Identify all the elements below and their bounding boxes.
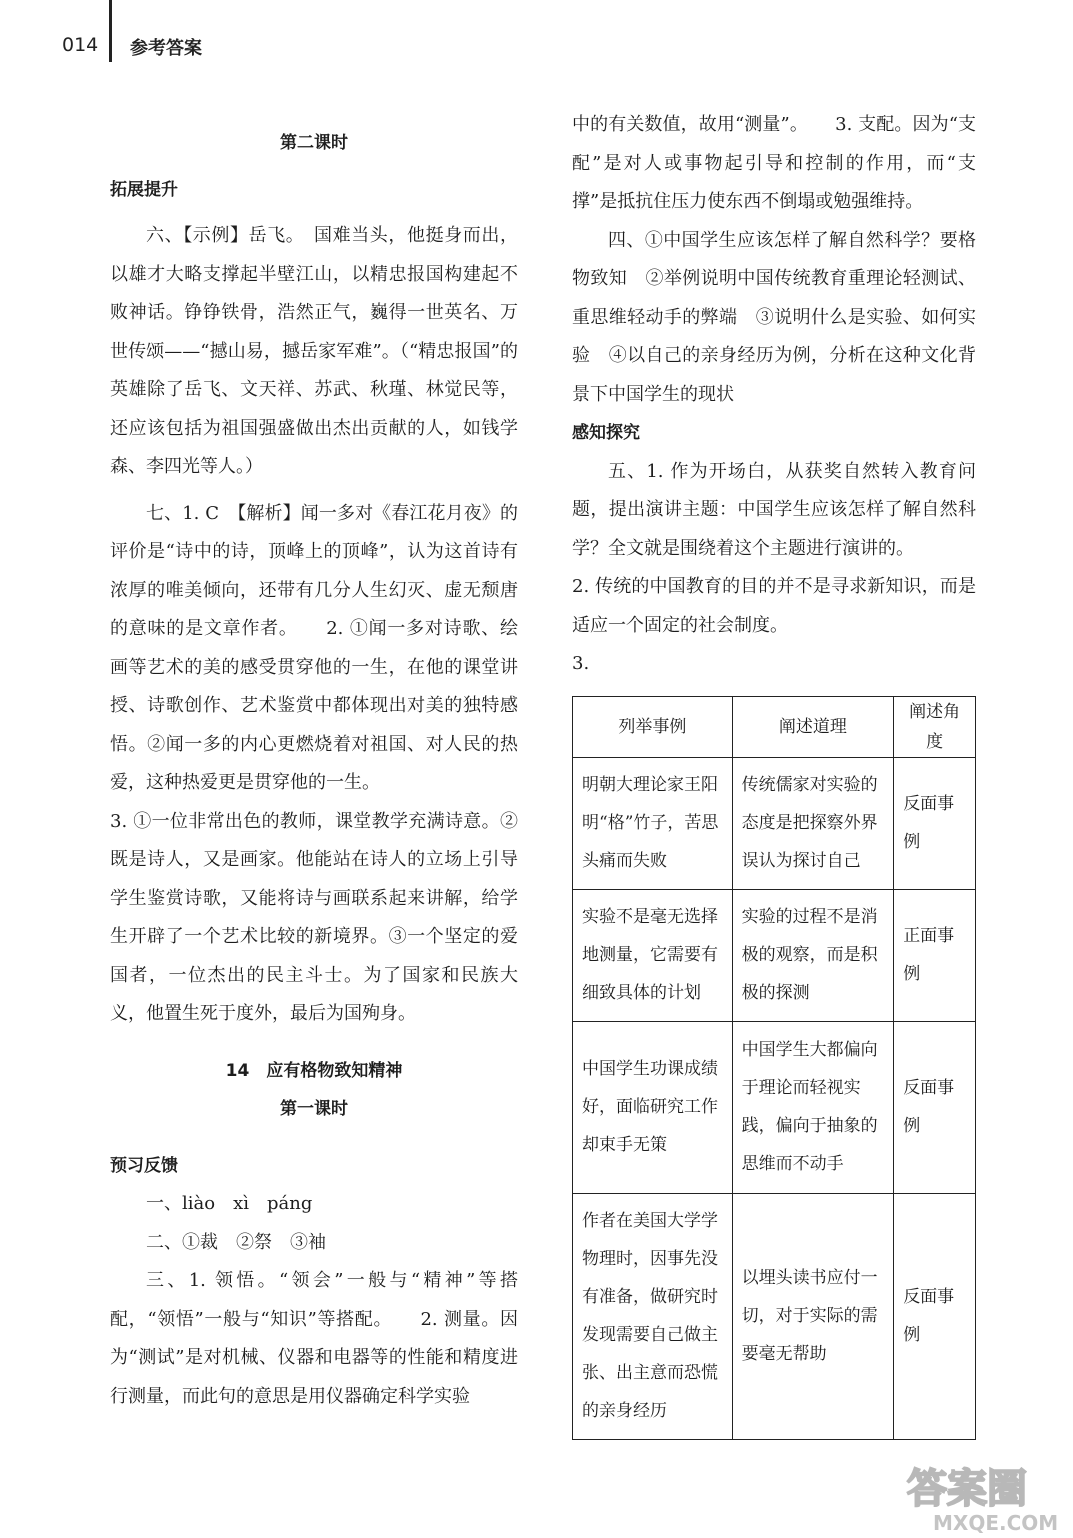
section-heading: 感知探究 bbox=[572, 423, 640, 443]
table-cell-angle: 反面事例 bbox=[894, 1021, 976, 1193]
watermark-text: 答案圈 bbox=[907, 1466, 1027, 1512]
answer-paragraph: 七、1. C 【解析】闻一多对《春江花月夜》的评价是“诗中的诗，顶峰上的顶峰”，认为这首诗有浓厚的唯美倾向，还带有几分人生幻灭、虚无颓唐的意味的是文章作者。 2. ①闻一多对诗歌、绘画等艺术的美的感受贯穿他的一生，在他的课堂讲授、诗歌创作、艺术鉴赏中都体现出对美的独特感悟。②闻一多的内心更燃烧着对祖国、对人民的热爱，这种热爱更是贯穿他的一生。 bbox=[110, 502, 518, 793]
header-divider bbox=[109, 0, 112, 62]
section-heading: 拓展提升 bbox=[110, 179, 178, 200]
table-cell-example: 作者在美国大学学物理时，因事先没有准备，做研究时发现需要自己做主张、出主意而恐慌的亲身经历 bbox=[573, 1193, 733, 1439]
table-row bbox=[573, 889, 976, 1021]
answer-paragraph: 一、liào xì páng bbox=[146, 1193, 313, 1214]
table-cell-angle: 反面事例 bbox=[894, 757, 976, 889]
answer-paragraph: 二、①裁 ②祭 ③袖 bbox=[146, 1231, 326, 1253]
table-cell-example: 中国学生功课成绩好，面临研究工作却束手无策 bbox=[573, 1021, 733, 1193]
table-cell-example: 实验不是毫无选择地测量，它需要有细致具体的计划 bbox=[573, 889, 733, 1021]
table-header-cell: 阐述角度 bbox=[894, 696, 976, 757]
lesson-title: 第二课时 bbox=[280, 133, 348, 153]
table-header-cell: 阐述道理 bbox=[732, 696, 894, 757]
table-header-row bbox=[573, 696, 976, 757]
table-row bbox=[573, 757, 976, 889]
table-cell-reason: 中国学生大都偏向于理论而轻视实践，偏向于抽象的思维而不动手 bbox=[732, 1021, 894, 1193]
table-cell-angle: 反面事例 bbox=[894, 1193, 976, 1439]
table-cell-angle: 正面事例 bbox=[894, 889, 976, 1021]
left-column bbox=[110, 124, 518, 1416]
answer-paragraph: 3. ①一位非常出色的教师，课堂教学充满诗意。②既是诗人，又是画家。他能站在诗人的立场上引导学生鉴赏诗歌，又能将诗与画联系起来讲解，给学生开辟了一个艺术比较的新境界。③一个坚定的爱国者，一位杰出的民主斗士。为了国家和民族大义，他置生死于度外，最后为国殉身。 bbox=[110, 810, 518, 1024]
section-heading: 预习反馈 bbox=[110, 1155, 178, 1176]
header-title: 参考答案 bbox=[130, 38, 202, 59]
answer-paragraph: 3. bbox=[572, 653, 590, 674]
chapter-title: 14 应有格物致知精神 bbox=[225, 1060, 403, 1081]
table-cell-reason: 传统儒家对实验的态度是把探察外界误认为探讨自己 bbox=[732, 757, 894, 889]
lesson-title: 第一课时 bbox=[280, 1099, 348, 1119]
right-column bbox=[572, 106, 976, 1440]
answer-paragraph: 2. 传统的中国教育的目的并不是寻求新知识，而是适应一个固定的社会制度。 bbox=[572, 576, 976, 636]
watermark-logo bbox=[905, 1458, 1065, 1534]
answer-paragraph: 六、【示例】岳飞。 国难当头，他挺身而出，以雄才大略支撑起半壁江山，以精忠报国构建起不败神话。铮铮铁骨，浩然正气，巍得一世英名、万世传颂——“撼山易，撼岳家军难”。（“精忠报国”的英雄除了岳飞、文天祥、苏武、秋瑾、林觉民等，还应该包括为祖国强盛做出杰出贡献的人，如钱学森、李四光等人。） bbox=[110, 225, 518, 477]
table-row bbox=[573, 1193, 976, 1439]
page-number: 014 bbox=[62, 34, 99, 56]
answer-paragraph: 三、1. 领悟。“领会”一般与“精神”等搭配，“领悟”一般与“知识”等搭配。 2. 测量。因为“测试”是对机械、仪器和电器等的性能和精度进行测量，而此句的意思是用仪器确定科学实验 bbox=[110, 1270, 518, 1407]
watermark-url: MXQE.COM bbox=[933, 1511, 1059, 1534]
table-cell-reason: 以埋头读书应付一切，对于实际的需要毫无帮助 bbox=[732, 1193, 894, 1439]
table-header-cell: 列举事例 bbox=[573, 696, 733, 757]
table-row bbox=[573, 1021, 976, 1193]
table-cell-example: 明朝大理论家王阳明“格”竹子，苦思头痛而失败 bbox=[573, 757, 733, 889]
watermark-graphic bbox=[905, 1458, 1065, 1534]
answer-paragraph: 五、1. 作为开场白，从获奖自然转入教育问题，提出演讲主题：中国学生应该怎样了解自然科学？全文就是围绕着这个主题进行演讲的。 bbox=[572, 460, 976, 559]
answer-paragraph: 四、①中国学生应该怎样了解自然科学？要格物致知 ②举例说明中国传统教育重理论轻测试、重思维轻动手的弊端 ③说明什么是实验、如何实验 ④以自己的亲身经历为例，分析在这种文化背景下中国学生的现状 bbox=[572, 229, 976, 405]
answer-table bbox=[572, 696, 976, 1440]
table-cell-reason: 实验的过程不是消极的观察，而是积极的探测 bbox=[732, 889, 894, 1021]
answer-paragraph: 中的有关数值，故用“测量”。 3. 支配。因为“支配”是对人或事物起引导和控制的作用，而“支撑”是抵抗住压力使东西不倒塌或勉强维持。 bbox=[572, 114, 976, 212]
